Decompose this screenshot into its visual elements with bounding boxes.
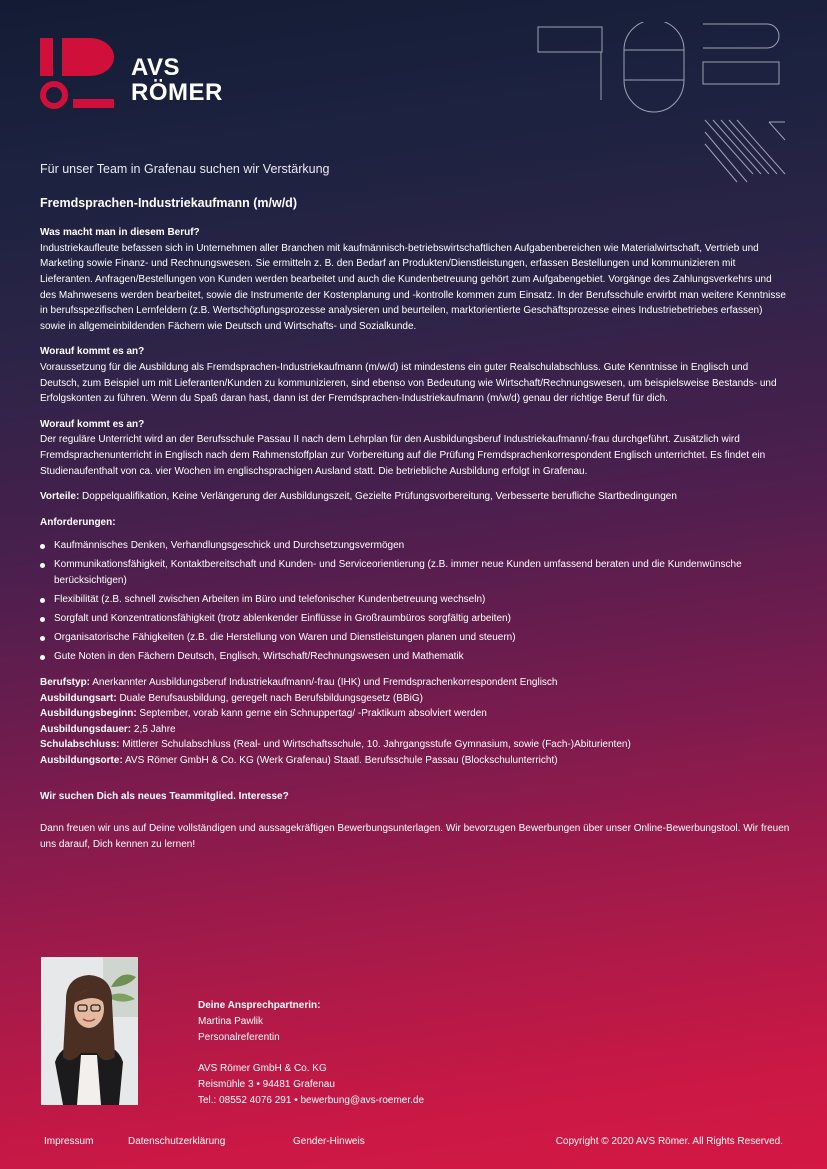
- vorteile-label: Vorteile:: [40, 491, 80, 503]
- gender-hinweis-link[interactable]: Gender-Hinweis: [293, 1136, 365, 1147]
- list-item: [40, 592, 790, 608]
- bullet-icon: [40, 617, 45, 622]
- section-heading: Was macht man in diesem Beruf?: [40, 227, 200, 239]
- contact-address: Reismühle 3 • 94481 Grafenau: [198, 1078, 335, 1090]
- intro-text: Für unser Team in Grafenau suchen wir Verstärkung: [40, 162, 330, 176]
- contact-role: Personalreferentin: [198, 1031, 280, 1043]
- list-item-text: Flexibilität (z.B. schnell zwischen Arbeiten im Büro und telefonischer Kundenbetreuung wechseln): [54, 594, 486, 606]
- impressum-link[interactable]: Impressum: [44, 1136, 94, 1147]
- vorteile-text: Doppelqualifikation, Keine Verlängerung der Ausbildungszeit, Gezielte Prüfungsvorbereitung, Verbesserte berufliche Startbedingungen: [79, 491, 677, 503]
- contact-name: Martina Pawlik: [198, 1015, 264, 1027]
- facts-list: [40, 675, 790, 769]
- fact-value: Anerkannter Ausbildungsberuf Industriekaufmann/-frau (IHK) und Fremdsprachenkorrespondent Englisch: [90, 676, 558, 688]
- contact-company: AVS Römer GmbH & Co. KG: [198, 1063, 327, 1075]
- brand-line-2: RÖMER: [131, 79, 223, 106]
- fact-row: [40, 722, 790, 738]
- section-job-description: [40, 225, 790, 334]
- list-item-text: Kommunikationsfähigkeit, Kontaktbereitschaft und Kunden- und Serviceorientierung (z.B. immer neue Kunden umfassend beraten und die Kundenwünsche berücksichtigen): [54, 559, 742, 586]
- bullet-icon: [40, 544, 45, 549]
- fact-value: Mittlerer Schulabschluss (Real- und Wirtschaftsschule, 10. Jahrgangsstufe Gymnasium, sowie (Fach-)Abiturienten): [119, 739, 631, 751]
- fact-label: Ausbildungsorte:: [40, 754, 123, 766]
- contact-phone-email[interactable]: Tel.: 08552 4076 291 • bewerbung@avs-roemer.de: [198, 1094, 425, 1106]
- cta-text: Dann freuen wir uns auf Deine vollständigen und aussagekräftigen Bewerbungsunterlagen. Wir bevorzugen Bewerbungen über unser Online-Bewerbungstool. Wir freuen uns darauf, Dich kennen zu lernen!: [40, 823, 790, 850]
- job-title: Fremdsprachen-Industriekaufmann (m/w/d): [40, 195, 297, 210]
- bullet-icon: [40, 636, 45, 641]
- fact-row: [40, 753, 790, 769]
- fact-value: 2,5 Jahre: [131, 723, 176, 735]
- fact-label: Ausbildungsart:: [40, 692, 117, 704]
- bullet-icon: [40, 563, 45, 568]
- section-text: Industriekaufleute befassen sich in Unternehmen aller Branchen mit kaufmännisch-betriebswirtschaftlichen Aufgabenbereichen wie Materialwirtschaft, Vertrieb und Marketing sowie Finanz- und Rechnungswesen. Sie ermitteln z. B. den Bedarf an Produkten/Dienstleistungen, erfassen Bestellungen und kommunizieren mit Lieferanten. Anfragen/Bestellungen von Kunden werden bearbeitet und auch die Kundenbetreuung gehört zum Aufgabengebiet. Vorgänge des Zahlungsverkehrs und des Mahnwesens werden bearbeitet, sowie die Instrumente der Kostenplanung und -kontrolle kommen zum Einsatz. In der Berufsschule erwirbt man weitere Kenntnisse in berufsspezifischen Lernfeldern (z.B. Wertschöpfungsprozesse analysieren und beurteilen, marktorientierte Geschäftsprozesse eines Industriebetriebes erfassen) sowie in allgemeinbildenden Fächern wie Deutsch und Wirtschafts- und Sozialkunde.: [40, 242, 786, 332]
- fact-row: [40, 737, 790, 753]
- fact-value: Duale Berufsausbildung, geregelt nach Berufsbildungsgesetz (BBiG): [116, 692, 423, 704]
- anforderungen-heading: Anforderungen:: [40, 516, 116, 528]
- brand-line-1: AVS: [131, 54, 181, 81]
- section-requirements-text: [40, 344, 790, 406]
- list-item-text: Gute Noten in den Fächern Deutsch, Englisch, Wirtschaft/Rechnungswesen und Mathematik: [54, 651, 464, 663]
- section-heading: Worauf kommt es an?: [40, 418, 145, 430]
- list-item-text: Kaufmännisches Denken, Verhandlungsgeschick und Durchsetzungsvermögen: [54, 540, 405, 552]
- fact-row: [40, 691, 790, 707]
- list-item: [40, 630, 790, 646]
- bullet-icon: [40, 598, 45, 603]
- cta-heading: [40, 789, 790, 805]
- contact-block: [198, 998, 424, 1109]
- list-item-text: Organisatorische Fähigkeiten (z.B. die Herstellung von Waren und Dienstleistungen planen und steuern): [54, 632, 516, 644]
- fact-label: Berufstyp:: [40, 676, 91, 688]
- fact-label: Ausbildungsdauer:: [40, 723, 132, 735]
- brand-wordmark: [131, 55, 223, 105]
- list-item-text: Sorgfalt und Konzentrationsfähigkeit (trotz ablenkender Einflüsse in Großraumbüros sorgfältig arbeiten): [54, 613, 511, 625]
- vorteile-paragraph: [40, 489, 790, 505]
- anforderungen-list: [40, 538, 790, 665]
- datenschutz-link[interactable]: Datenschutzerklärung: [128, 1136, 226, 1147]
- fact-label: Ausbildungsbeginn:: [40, 708, 137, 720]
- copyright-text: Copyright © 2020 AVS Römer. All Rights Reserved.: [555, 1136, 783, 1147]
- section-school-info: [40, 417, 790, 479]
- fact-label: Schulabschluss:: [40, 739, 120, 751]
- section-text: Voraussetzung für die Ausbildung als Fremdsprachen-Industriekaufmann (m/w/d) ist mindestens ein guter Realschulabschluss. Gute Kenntnisse in Englisch und Deutsch, zum Beispiel um mit Lieferanten/Kunden zu kommunizieren, sind ebenso von Bedeutung wie Wirtschaft/Rechnungswesen, um beispielsweise Bestands- und Erfolgskonten zu führen. Wenn du Spaß daran hast, dann ist der Fremdsprachen-Industriekaufmann (m/w/d) genau der richtige Beruf für dich.: [40, 361, 777, 405]
- bullet-icon: [40, 655, 45, 660]
- section-text: Der reguläre Unterricht wird an der Berufsschule Passau II nach dem Lehrplan für den Ausbildungsberuf Industriekaufmann/-frau durchgeführt. Zusätzlich wird Fremdsprachenunterricht in Englisch nach dem Rahmenstoffplan zur Vorbereitung auf die Prüfung Fremdsprachenkorrespondent Englisch unterrichtet. Es findet ein Studienaufenthalt von ca. vier Wochen im englischsprachigen Ausland statt. Die betriebliche Ausbildung erfolgt in Grafenau.: [40, 434, 766, 477]
- job-posting-content: [40, 162, 790, 862]
- list-item: [40, 649, 790, 665]
- contact-heading: Deine Ansprechpartnerin:: [198, 1000, 321, 1011]
- list-item: [40, 538, 790, 554]
- list-item: [40, 611, 790, 627]
- cta-heading-text: Wir suchen Dich als neues Teammitglied. Interesse?: [40, 790, 289, 802]
- list-item: [40, 557, 790, 588]
- section-heading: Worauf kommt es an?: [40, 346, 145, 358]
- fact-value: AVS Römer GmbH & Co. KG (Werk Grafenau) Staatl. Berufsschule Passau (Blockschulunterricht): [122, 754, 558, 766]
- avs-roemer-logo-icon: [40, 38, 114, 110]
- fact-row: [40, 675, 790, 691]
- contact-person-photo: [41, 957, 138, 1105]
- fact-row: [40, 706, 790, 722]
- fact-value: September, vorab kann gerne ein Schnuppertag/ -Praktikum absolviert werden: [136, 708, 487, 720]
